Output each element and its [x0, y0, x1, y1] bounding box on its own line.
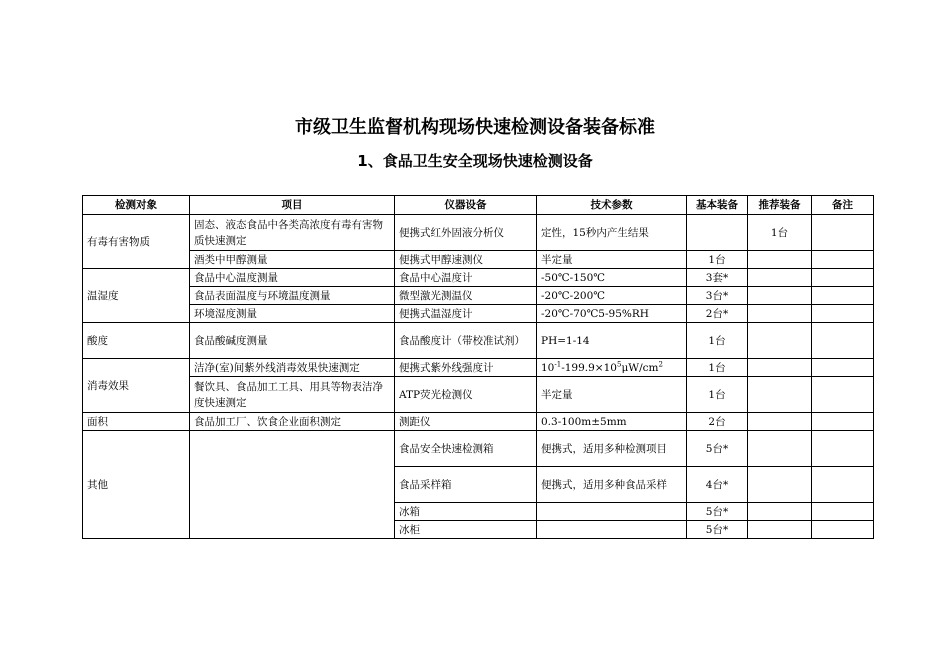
table-row	[83, 287, 874, 305]
table-row	[83, 305, 874, 323]
note-cell	[812, 467, 874, 503]
item-cell: 食品中心温度测量	[190, 269, 395, 287]
group-cell: 温湿度	[83, 269, 190, 323]
item-cell: 环境湿度测量	[190, 305, 395, 323]
table-row	[83, 323, 874, 359]
item-cell: 酒类中甲醇测量	[190, 251, 395, 269]
param-cell	[537, 521, 687, 539]
note-cell	[812, 377, 874, 413]
device-cell: 食品安全快速检测箱	[395, 431, 537, 467]
item-cell	[190, 431, 395, 539]
item-cell: 餐饮具、食品加工工具、用具等物表洁净度快速测定	[190, 377, 395, 413]
basic-cell: 1台	[687, 251, 748, 269]
group-cell: 有毒有害物质	[83, 215, 190, 269]
table-row	[83, 215, 874, 251]
recommended-cell	[748, 287, 812, 305]
group-cell: 其他	[83, 431, 190, 539]
note-cell	[812, 287, 874, 305]
recommended-cell	[748, 305, 812, 323]
group-cell: 酸度	[83, 323, 190, 359]
header-cell: 推荐装备	[748, 196, 812, 215]
item-cell: 洁净(室)间紫外线消毒效果快速测定	[190, 359, 395, 377]
basic-cell: 2台	[687, 413, 748, 431]
param-cell: 0.3-100m±5mm	[537, 413, 687, 431]
recommended-cell	[748, 359, 812, 377]
note-cell	[812, 215, 874, 251]
param-cell: 半定量	[537, 251, 687, 269]
param-cell: 半定量	[537, 377, 687, 413]
table-row	[83, 413, 874, 431]
device-cell: 便携式温湿度计	[395, 305, 537, 323]
header-cell: 项目	[190, 196, 395, 215]
item-cell: 固态、液态食品中各类高浓度有毒有害物质快速测定	[190, 215, 395, 251]
recommended-cell: 1台	[748, 215, 812, 251]
item-cell: 食品酸碱度测量	[190, 323, 395, 359]
section-subtitle: 1、食品卫生安全现场快速检测设备	[357, 152, 593, 170]
table-row	[83, 269, 874, 287]
basic-cell: 1台	[687, 377, 748, 413]
note-cell	[812, 359, 874, 377]
recommended-cell	[748, 521, 812, 539]
header-cell: 检测对象	[83, 196, 190, 215]
device-cell: 微型激光测温仪	[395, 287, 537, 305]
note-cell	[812, 323, 874, 359]
table-header-row	[83, 196, 874, 215]
note-cell	[812, 251, 874, 269]
basic-cell: 2台*	[687, 305, 748, 323]
recommended-cell	[748, 377, 812, 413]
basic-cell: 1台	[687, 359, 748, 377]
header-cell: 仪器设备	[395, 196, 537, 215]
basic-cell: 1台	[687, 323, 748, 359]
group-cell: 面积	[83, 413, 190, 431]
header-cell: 技术参数	[537, 196, 687, 215]
param-cell: -20℃-70℃5-95%RH	[537, 305, 687, 323]
equipment-standard-table	[82, 195, 874, 539]
basic-cell: 5台*	[687, 503, 748, 521]
param-cell: -50℃-150℃	[537, 269, 687, 287]
device-cell: 冰柜	[395, 521, 537, 539]
param-cell: 便携式，适用多种食品采样	[537, 467, 687, 503]
note-cell	[812, 413, 874, 431]
basic-cell: 4台*	[687, 467, 748, 503]
recommended-cell	[748, 431, 812, 467]
basic-cell: 3台*	[687, 287, 748, 305]
basic-cell: 5台*	[687, 521, 748, 539]
recommended-cell	[748, 413, 812, 431]
table-row	[83, 251, 874, 269]
param-cell: -20℃-200℃	[537, 287, 687, 305]
note-cell	[812, 503, 874, 521]
param-cell	[537, 503, 687, 521]
basic-cell: 5台*	[687, 431, 748, 467]
device-cell: 便携式紫外线强度计	[395, 359, 537, 377]
item-cell: 食品加工厂、饮食企业面积测定	[190, 413, 395, 431]
table-row	[83, 431, 874, 467]
basic-cell	[687, 215, 748, 251]
param-cell: $10^{-1}-199.9\times 10^5\mu W/cm^2$	[537, 359, 687, 377]
param-cell: PH=1-14	[537, 323, 687, 359]
param-cell: 便携式，适用多种检测项目	[537, 431, 687, 467]
device-cell: 便携式甲醇速测仪	[395, 251, 537, 269]
device-cell: 测距仪	[395, 413, 537, 431]
recommended-cell	[748, 323, 812, 359]
recommended-cell	[748, 251, 812, 269]
table-row	[83, 377, 874, 413]
device-cell: 食品采样箱	[395, 467, 537, 503]
device-cell: 食品酸度计（带校准试剂）	[395, 323, 537, 359]
header-cell: 备注	[812, 196, 874, 215]
recommended-cell	[748, 503, 812, 521]
page-title: 市级卫生监督机构现场快速检测设备装备标准	[295, 117, 655, 138]
note-cell	[812, 305, 874, 323]
note-cell	[812, 521, 874, 539]
group-cell: 消毒效果	[83, 359, 190, 413]
device-cell: 食品中心温度计	[395, 269, 537, 287]
recommended-cell	[748, 269, 812, 287]
device-cell: ATP荧光检测仪	[395, 377, 537, 413]
param-cell: 定性，15秒内产生结果	[537, 215, 687, 251]
device-cell: 冰箱	[395, 503, 537, 521]
device-cell: 便携式红外固液分析仪	[395, 215, 537, 251]
header-cell: 基本装备	[687, 196, 748, 215]
note-cell	[812, 269, 874, 287]
item-cell: 食品表面温度与环境温度测量	[190, 287, 395, 305]
note-cell	[812, 431, 874, 467]
basic-cell: 3套*	[687, 269, 748, 287]
table-row	[83, 359, 874, 377]
recommended-cell	[748, 467, 812, 503]
